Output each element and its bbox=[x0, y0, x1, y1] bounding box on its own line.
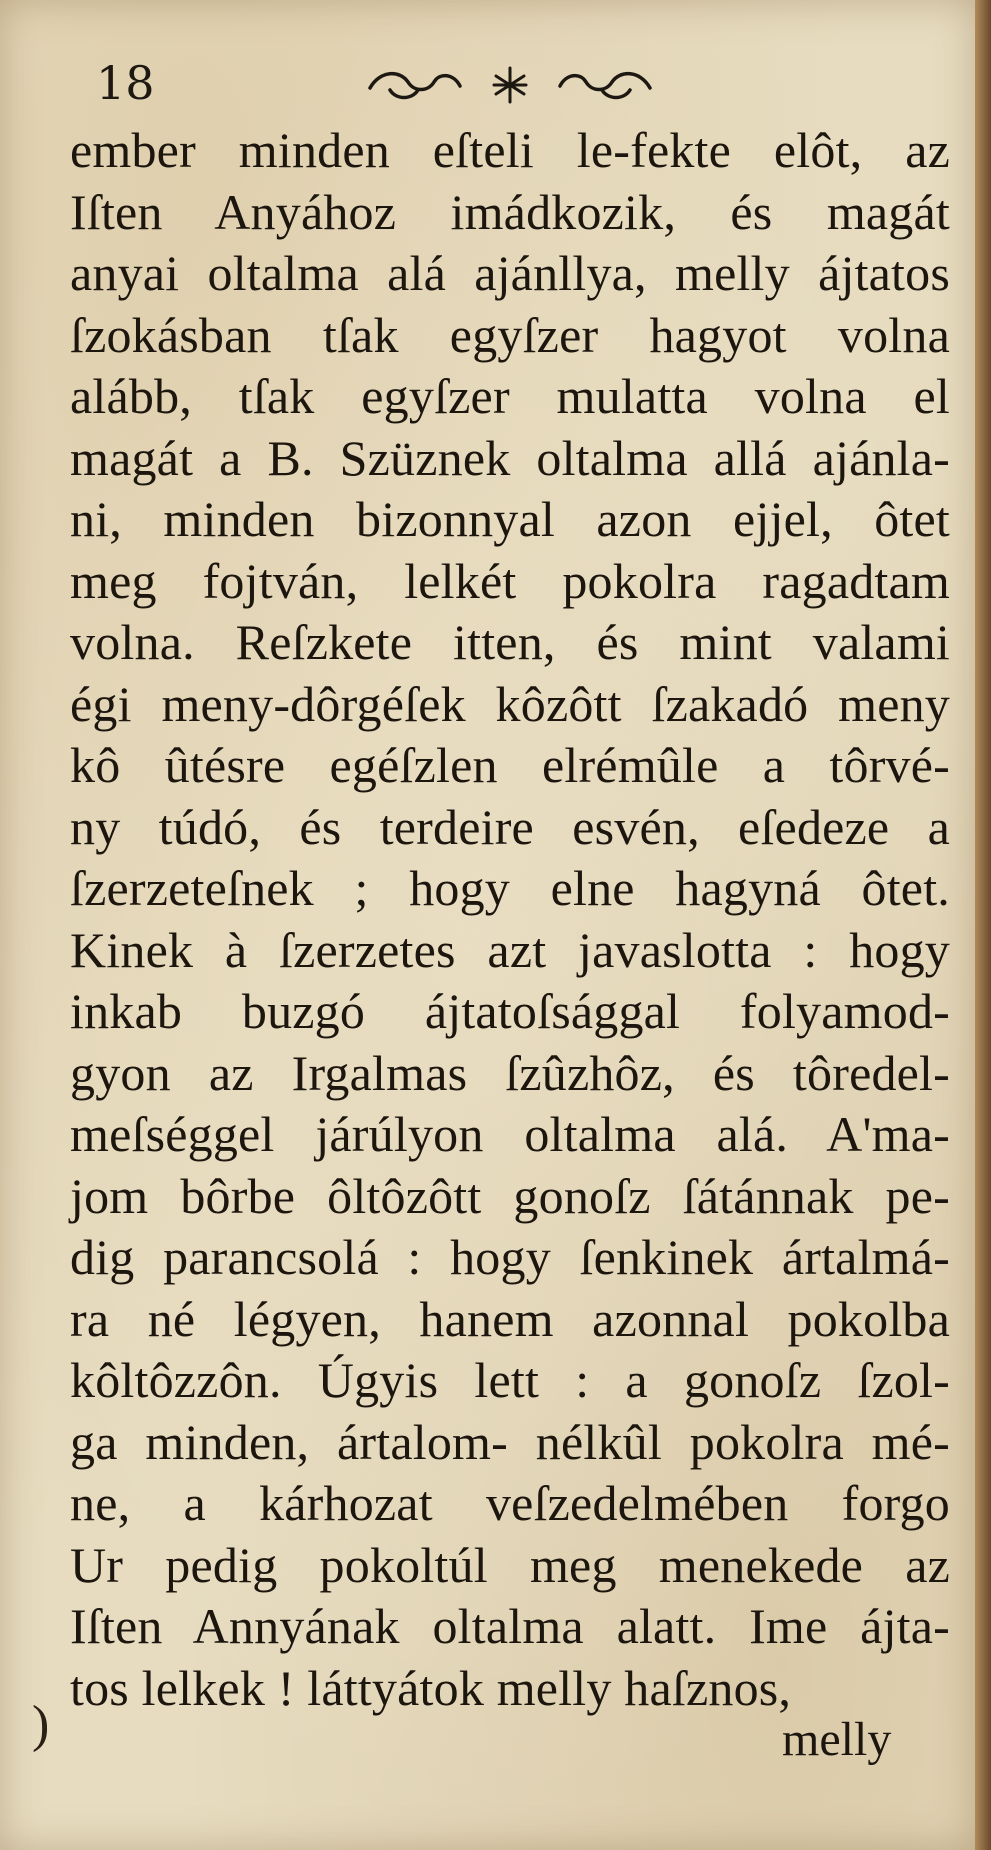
text-line: inkab buzgó ájtatoſsággal folyamod- bbox=[70, 983, 950, 1039]
margin-mark: ) bbox=[32, 1696, 50, 1753]
text-line: tos lelkek ! láttyátok melly haſznos, bbox=[70, 1659, 792, 1716]
text-line: ni, minden bizonnyal azon ejjel, ôtet bbox=[70, 491, 950, 547]
text-line: anyai oltalma alá ajánllya, melly ájtatos bbox=[70, 245, 950, 301]
page-header bbox=[0, 50, 975, 120]
text-line: gyon az Irgalmas ſzûzhôz, és tôredel- bbox=[70, 1044, 950, 1101]
text-line: ra né légyen, hanem azonnal pokolba bbox=[70, 1290, 950, 1347]
text-line: alább, tſak egyſzer mulatta volna el bbox=[70, 368, 950, 424]
text-line: meſséggel járúlyon oltalma alá. A'ma- bbox=[70, 1106, 950, 1162]
text-line: Kinek à ſzerzetes azt javaslotta : hogy bbox=[70, 921, 950, 978]
text-line: ga minden, ártalom- nélkûl pokolra mé- bbox=[70, 1413, 950, 1470]
text-line: ny túdó, és terdeire esvén, eſedeze a bbox=[70, 798, 950, 855]
body-text bbox=[70, 120, 950, 1719]
text-line: meg fojtván, lelkét pokolra ragadtam bbox=[70, 552, 950, 609]
catchword: melly bbox=[782, 1713, 892, 1766]
text-line: ſzokásban tſak egyſzer hagyot volna bbox=[70, 306, 950, 363]
text-line: ne, a kárhozat veſzedelmében forgo bbox=[70, 1475, 950, 1531]
text-line: jom bôrbe ôltôzôtt gonoſz ſátánnak pe- bbox=[70, 1167, 950, 1224]
ornament-icon bbox=[360, 60, 660, 110]
page-number: 18 bbox=[96, 56, 155, 110]
text-line: ſzerzeteſnek ; hogy elne hagyná ôtet. bbox=[70, 860, 950, 916]
text-line: dig parancsolá : hogy ſenkinek ártalmá- bbox=[70, 1229, 950, 1285]
text-line: Iſten Anyához imádkozik, és magát bbox=[70, 183, 950, 240]
text-line: magát a B. Szüznek oltalma allá ajánla- bbox=[70, 429, 950, 486]
text-line: volna. Reſzkete itten, és mint valami bbox=[70, 614, 950, 670]
text-line: Iſten Annyának oltalma alatt. Ime ájta- bbox=[70, 1598, 950, 1654]
page-edge bbox=[975, 0, 991, 1850]
text-line: kôltôzzôn. Úgyis lett : a gonoſz ſzol- bbox=[70, 1352, 950, 1408]
text-line: kô ûtésre egéſzlen elrémûle a tôrvé- bbox=[70, 737, 950, 793]
text-line: ember minden eſteli le-fekte elôt, az bbox=[70, 122, 950, 178]
text-line: égi meny-dôrgéſek kôzôtt ſzakadó meny bbox=[70, 675, 950, 732]
text-line: Ur pedig pokoltúl meg menekede az bbox=[70, 1536, 950, 1593]
